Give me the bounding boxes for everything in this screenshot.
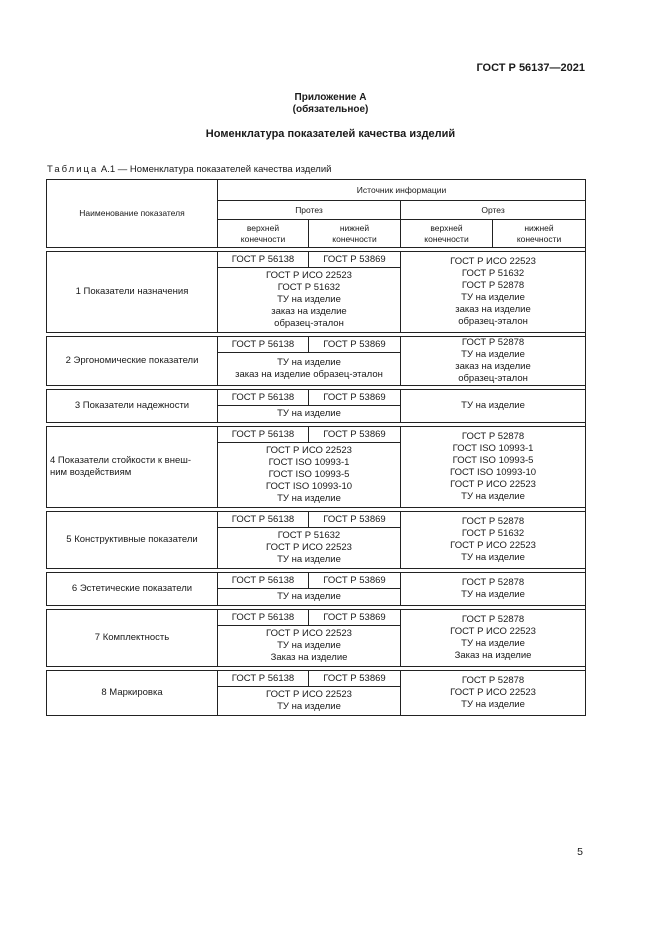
prosthesis-source-item: Заказ на изделие — [270, 652, 348, 663]
table-row — [47, 390, 586, 406]
orthosis-sources — [401, 610, 586, 667]
indicator-name: 3 Показатели надежности — [47, 390, 218, 423]
orthosis-source-item: ГОСТ Р ИСО 22523 — [450, 479, 536, 490]
orthosis-source-item: образец-эталон — [458, 373, 528, 384]
prosthesis-upper-standard: ГОСТ Р 56138 — [218, 573, 309, 589]
orthosis-source-item: заказ на изделие — [455, 361, 531, 372]
orthosis-source-item: Заказ на изделие — [454, 650, 532, 661]
orthosis-source-item: ГОСТ Р ИСО 22523 — [450, 626, 536, 637]
header-text: конечности — [240, 233, 286, 244]
prosthesis-common-sources — [218, 268, 401, 333]
header-orthosis-lower — [493, 220, 586, 248]
prosthesis-source-item: ГОСТ Р ИСО 22523 — [266, 542, 352, 553]
orthosis-source-item: ГОСТ Р 52878 — [461, 577, 525, 588]
orthosis-source-item: ТУ на изделие — [461, 699, 525, 710]
prosthesis-lower-standard: ГОСТ Р 53869 — [309, 573, 401, 589]
orthosis-source-item: ГОСТ Р 52878 — [461, 431, 525, 442]
orthosis-source-item: заказ на изделие — [455, 304, 531, 315]
table-row — [47, 252, 586, 268]
header-text: верхней — [246, 223, 280, 233]
prosthesis-source-item: ГОСТ Р ИСО 22523 — [266, 445, 352, 456]
orthosis-source-item: ТУ на изделие — [461, 589, 525, 600]
prosthesis-source-item: ТУ на изделие — [277, 554, 341, 565]
prosthesis-common-sources — [218, 528, 401, 569]
header-information-source: Источник информации — [218, 180, 586, 201]
orthosis-sources — [401, 671, 586, 716]
orthosis-source-item: ТУ на изделие — [461, 638, 525, 649]
prosthesis-common-sources — [218, 443, 401, 508]
header-indicator-name: Наименование показателя — [47, 180, 218, 248]
indicator-name-line: 4 Показатели стойкости к внеш- — [50, 455, 192, 466]
orthosis-source-item: ТУ на изделие — [461, 552, 525, 563]
table-caption — [47, 164, 331, 175]
orthosis-source-item: ГОСТ Р 52878 — [461, 675, 525, 686]
orthosis-sources — [401, 337, 586, 386]
header-text: нижней — [524, 223, 554, 233]
prosthesis-lower-standard: ГОСТ Р 53869 — [309, 610, 401, 626]
prosthesis-source-item: образец-эталон — [274, 318, 344, 329]
indicator-name — [47, 427, 218, 508]
prosthesis-source-item: ТУ на изделие — [277, 701, 341, 712]
prosthesis-source-item: заказ на изделие — [271, 306, 347, 317]
prosthesis-source-item: заказ на изделие образец-эталон — [235, 369, 383, 380]
orthosis-sources — [401, 512, 586, 569]
prosthesis-common-sources — [218, 589, 401, 606]
orthosis-source-item: ГОСТ Р 52878 — [461, 516, 525, 527]
prosthesis-source-item: ТУ на изделие — [277, 640, 341, 651]
prosthesis-source-item: ГОСТ ISO 10993-5 — [268, 469, 350, 480]
prosthesis-upper-standard: ГОСТ Р 56138 — [218, 610, 309, 626]
indicator-name: 2 Эргономические показатели — [47, 337, 218, 386]
orthosis-sources — [401, 390, 586, 423]
table-caption-prefix: Таблица — [47, 164, 99, 175]
prosthesis-source-item: ТУ на изделие — [277, 357, 341, 368]
orthosis-source-item: ГОСТ Р ИСО 22523 — [450, 256, 536, 267]
header-prosthesis-upper — [218, 220, 309, 248]
table-row — [47, 573, 586, 589]
orthosis-sources — [401, 252, 586, 333]
prosthesis-lower-standard: ГОСТ Р 53869 — [309, 252, 401, 268]
header-orthosis: Ортез — [401, 201, 586, 220]
orthosis-source-item: ГОСТ Р 51632 — [461, 268, 525, 279]
prosthesis-source-item: ГОСТ Р 51632 — [277, 530, 341, 541]
page-number: 5 — [577, 846, 583, 858]
annex-heading — [0, 92, 661, 116]
header-orthosis-upper — [401, 220, 493, 248]
header-text: конечности — [424, 233, 469, 244]
prosthesis-upper-standard: ГОСТ Р 56138 — [218, 252, 309, 268]
prosthesis-upper-standard: ГОСТ Р 56138 — [218, 671, 309, 687]
prosthesis-lower-standard: ГОСТ Р 53869 — [309, 671, 401, 687]
prosthesis-source-item: ГОСТ ISO 10993-10 — [265, 481, 353, 492]
prosthesis-common-sources — [218, 353, 401, 386]
prosthesis-common-sources — [218, 406, 401, 423]
header-prosthesis-lower — [309, 220, 401, 248]
orthosis-source-item: ГОСТ ISO 10993-10 — [449, 467, 537, 478]
prosthesis-source-item: ГОСТ Р ИСО 22523 — [266, 270, 352, 281]
table-caption-text: А.1 — Номенклатура показателей качества изделий — [100, 164, 332, 175]
orthosis-source-item: ГОСТ Р 52878 — [461, 614, 525, 625]
section-title: Номенклатура показателей качества изделий — [205, 128, 456, 140]
prosthesis-upper-standard: ГОСТ Р 56138 — [218, 337, 309, 353]
prosthesis-upper-standard: ГОСТ Р 56138 — [218, 390, 309, 406]
prosthesis-source-item: ГОСТ Р 51632 — [277, 282, 341, 293]
orthosis-source-item: ГОСТ ISO 10993-5 — [452, 455, 534, 466]
table-row — [47, 671, 586, 687]
prosthesis-lower-standard: ГОСТ Р 53869 — [309, 390, 401, 406]
prosthesis-common-sources — [218, 687, 401, 716]
prosthesis-source-item: ТУ на изделие — [277, 408, 341, 419]
quality-indicators-table — [46, 179, 586, 716]
header-text: конечности — [516, 233, 562, 244]
orthosis-source-item: ГОСТ Р 52878 — [461, 337, 525, 348]
orthosis-source-item: ГОСТ Р 51632 — [461, 528, 525, 539]
prosthesis-source-item: ГОСТ Р ИСО 22523 — [266, 628, 352, 639]
prosthesis-source-item: ТУ на изделие — [277, 294, 341, 305]
orthosis-source-item: ГОСТ Р ИСО 22523 — [450, 540, 536, 551]
header-text: нижней — [339, 223, 370, 233]
orthosis-source-item: ТУ на изделие — [461, 349, 525, 360]
header-text: конечности — [332, 233, 377, 244]
prosthesis-lower-standard: ГОСТ Р 53869 — [309, 337, 401, 353]
table-row — [47, 610, 586, 626]
orthosis-source-item: ГОСТ Р 52878 — [461, 280, 525, 291]
prosthesis-lower-standard: ГОСТ Р 53869 — [309, 512, 401, 528]
prosthesis-lower-standard: ГОСТ Р 53869 — [309, 427, 401, 443]
orthosis-sources — [401, 427, 586, 508]
table-row — [47, 512, 586, 528]
orthosis-source-item: ТУ на изделие — [461, 400, 525, 411]
indicator-name-line: ним воздействиям — [50, 467, 132, 478]
indicator-name: 7 Комплектность — [47, 610, 218, 667]
prosthesis-common-sources — [218, 626, 401, 667]
prosthesis-source-item: ГОСТ ISO 10993-1 — [268, 457, 350, 468]
table-row — [47, 427, 586, 443]
prosthesis-upper-standard: ГОСТ Р 56138 — [218, 512, 309, 528]
document-code: ГОСТ Р 56137—2021 — [476, 62, 585, 74]
orthosis-sources — [401, 573, 586, 606]
annex-status: (обязательное) — [292, 104, 369, 115]
orthosis-source-item: ГОСТ ISO 10993-1 — [452, 443, 534, 454]
indicator-name: 1 Показатели назначения — [47, 252, 218, 333]
header-prosthesis: Протез — [218, 201, 401, 220]
indicator-name: 5 Конструктивные показатели — [47, 512, 218, 569]
header-text: верхней — [430, 223, 463, 233]
annex-title: Приложение А — [294, 92, 367, 103]
indicator-name: 8 Маркировка — [47, 671, 218, 716]
prosthesis-source-item: ТУ на изделие — [277, 493, 341, 504]
orthosis-source-item: ТУ на изделие — [461, 292, 525, 303]
orthosis-source-item: образец-эталон — [458, 316, 528, 327]
indicator-name: 6 Эстетические показатели — [47, 573, 218, 606]
orthosis-source-item: ТУ на изделие — [461, 491, 525, 502]
prosthesis-source-item: ГОСТ Р ИСО 22523 — [266, 689, 352, 700]
prosthesis-source-item: ТУ на изделие — [277, 591, 341, 602]
orthosis-source-item: ГОСТ Р ИСО 22523 — [450, 687, 536, 698]
table-row — [47, 337, 586, 353]
prosthesis-upper-standard: ГОСТ Р 56138 — [218, 427, 309, 443]
